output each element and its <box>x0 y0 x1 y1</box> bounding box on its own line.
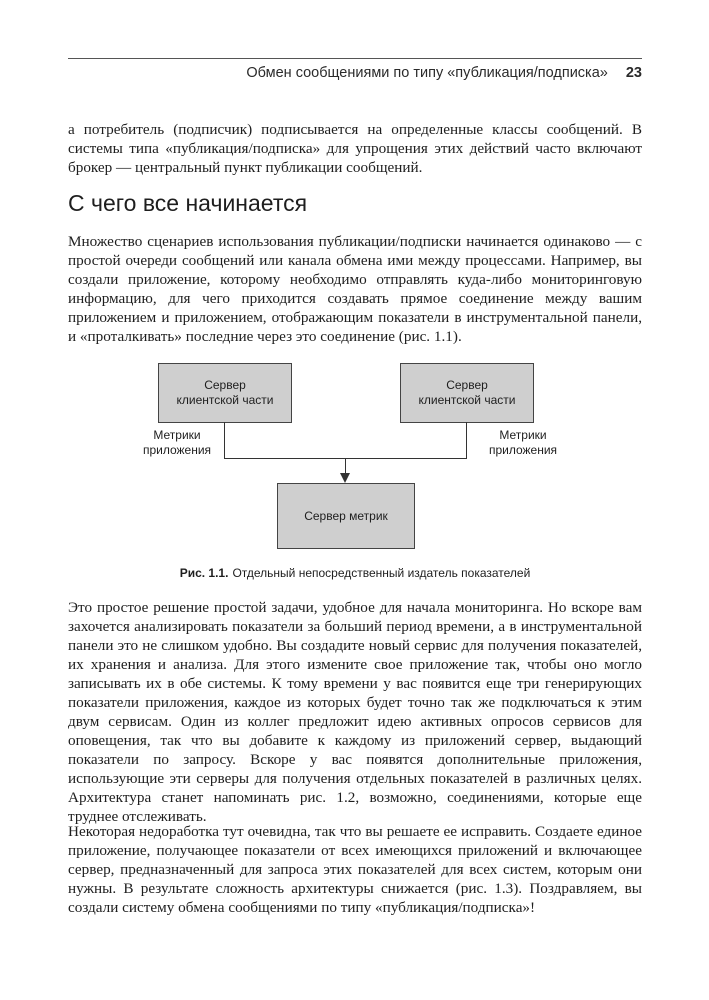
metrics-server-label: Сервер метрик <box>304 508 388 523</box>
figure-caption <box>68 566 642 580</box>
metrics-label-right: Метрики приложения <box>488 428 558 457</box>
page-number: 23 <box>625 65 642 81</box>
frontend-server-label-left: Сервер клиентской части <box>176 378 274 407</box>
paragraph-2: Множество сценариев использования публикации/подписки начинается одинаково — с простой очереди сообщений или канала обмена ими между процессами. Например, вы создали приложение, которому необходимо отправлять куда-либо мониторинговую информацию, для чего приходится создавать прямое соединение между вашим приложением и приложением, отображающим показатели в инструментальной панели, и «проталкивать» последние через это соединение (рис. 1.1). <box>68 233 642 345</box>
paragraph-3: Это простое решение простой задачи, удобное для начала мониторинга. Но вскоре вам захочется анализировать показатели за больший период времени, а в инструментальной панели это не слишком удобно. Вы создадите новый сервис для получения показателей, их хранения и анализа. Для этого измените свое приложение так, чтобы оно могло записывать их в обе системы. К тому времени у вас появится еще три генерирующих показатели приложения, каждое из которых будет точно так же подключаться к этим двум сервисам. Один из коллег предложит идею активных опросов сервисов для оповещения, так что вы добавите к каждому из приложений сервер, выдающий показатели по запросу. Вскоре у вас появятся дополнительные приложения, использующие эти серверы для получения отдельных показателей в различных целях. Архитектура станет напоминать рис. 1.2, возможно, соединениями, которые еще труднее отслеживать. <box>68 599 642 825</box>
connector-right-vertical <box>466 422 467 459</box>
paragraph-1: а потребитель (подписчик) подписывается на определенные классы сообщений. В системы типа «публикация/подписка» для упрощения этих действий часто включают брокер — центральный пункт публикации сообщений. <box>68 121 642 176</box>
connector-center-vertical <box>345 458 346 474</box>
frontend-server-label-right: Сервер клиентской части <box>418 378 516 407</box>
running-head <box>68 65 642 81</box>
metrics-server-box <box>277 483 415 549</box>
frontend-server-box-left <box>158 363 292 423</box>
figure-1-1 <box>120 355 590 555</box>
arrow-down-icon <box>340 473 350 483</box>
header-rule <box>68 58 642 59</box>
paragraph-4: Некоторая недоработка тут очевидна, так что вы решаете ее исправить. Создаете единое приложение, получающее показатели от всех имеющихся приложений и включающее сервер, предназначенный для запроса этих показателей для всех систем, которым они нужны. В результате сложность архитектуры снижается (рис. 1.3). Поздравляем, вы создали систему обмена сообщениями по типу «публикация/подписка»! <box>68 823 642 916</box>
running-title: Обмен сообщениями по типу «публикация/подписка» <box>246 65 608 81</box>
connector-left-vertical <box>224 422 225 459</box>
section-heading: С чего все начинается <box>68 190 308 216</box>
metrics-label-left: Метрики приложения <box>142 428 212 457</box>
frontend-server-box-right <box>400 363 534 423</box>
caption-label: Рис. 1.1. <box>179 566 229 580</box>
caption-text: Отдельный непосредственный издатель показателей <box>232 566 531 580</box>
